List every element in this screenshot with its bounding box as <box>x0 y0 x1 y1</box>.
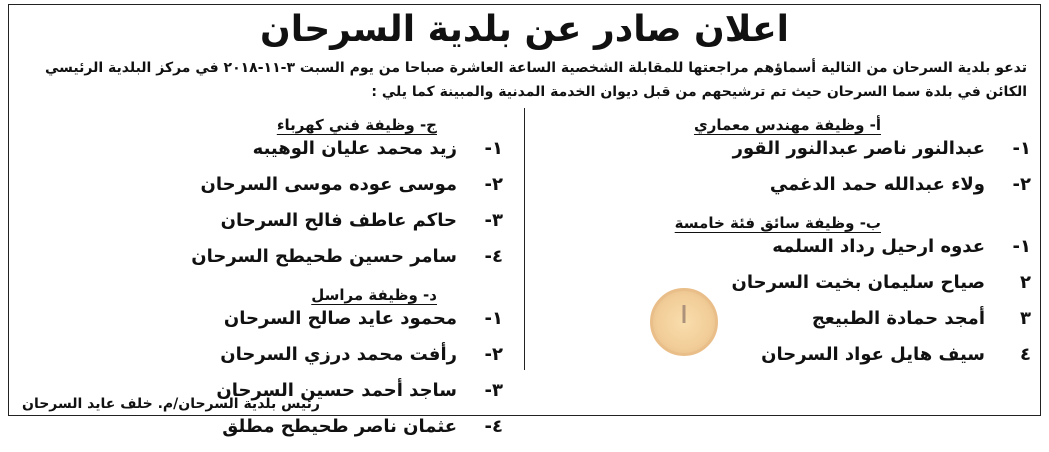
entry-name: ولاء عبدالله حمد الدغمي <box>769 174 985 195</box>
intro-line-2: الكائن في بلدة سما السرحان حيث تم ترشيحهم من قبل ديوان الخدمة المدنية والمبينة كما يلي : <box>371 84 1027 100</box>
section-d-heading: د- وظيفة مراسل <box>311 286 437 304</box>
entry-name: موسى عوده موسى السرحان <box>200 174 457 195</box>
entry-number: ٤ <box>1020 344 1031 365</box>
entry-name: رأفت محمد درزي السرحان <box>220 344 457 365</box>
entry-number: ٣- <box>484 210 503 231</box>
entry-number: ١- <box>1012 138 1031 159</box>
entry-name: عبدالنور ناصر عبدالنور القور <box>732 138 985 159</box>
list-item <box>541 174 1031 210</box>
entry-number: ٢- <box>484 344 503 365</box>
list-item <box>33 246 503 282</box>
entry-name: زيد محمد عليان الوهيبه <box>252 138 457 159</box>
watermark-clock-icon <box>650 288 718 356</box>
entry-number: ٢ <box>1020 272 1031 293</box>
column-divider <box>524 108 525 370</box>
entry-number: ١- <box>1012 236 1031 257</box>
entry-name: ساجد أحمد حسين السرحان <box>216 380 457 401</box>
right-column <box>541 112 1031 380</box>
list-item <box>541 272 1031 308</box>
section-a-heading: أ- وظيفة مهندس معماري <box>693 116 881 134</box>
entry-number: ٤- <box>484 246 503 267</box>
list-item <box>541 138 1031 174</box>
announcement-title: اعلان صادر عن بلدية السرحان <box>259 9 790 50</box>
list-item <box>33 138 503 174</box>
entry-number: ٣ <box>1020 308 1031 329</box>
entry-name: محمود عايد صالح السرحان <box>223 308 457 329</box>
entry-number: ٤- <box>484 416 503 437</box>
entry-number: ٢- <box>484 174 503 195</box>
entry-number: ١- <box>484 138 503 159</box>
list-item <box>541 236 1031 272</box>
entry-number: ١- <box>484 308 503 329</box>
intro-line-1: تدعو بلدية السرحان من التالية أسماؤهم مراجعتها للمقابلة الشخصية الساعة العاشرة صباحا من يوم السبت ٣-١١-٢٠١٨ في مركز البلدية الرئيسي <box>45 60 1027 76</box>
list-item <box>541 308 1031 344</box>
list-item <box>33 174 503 210</box>
entry-name: عثمان ناصر طحيطح مطلق <box>222 416 457 437</box>
entry-number: ٣- <box>484 380 503 401</box>
entry-name: عدوه ارحيل رداد السلمه <box>772 236 985 257</box>
entry-name: حاكم عاطف فالح السرحان <box>220 210 457 231</box>
list-item <box>33 210 503 246</box>
entry-name: سيف هايل عواد السرحان <box>761 344 985 365</box>
list-item <box>33 416 503 452</box>
entry-number: ٢- <box>1012 174 1031 195</box>
list-item <box>33 308 503 344</box>
section-b-heading: ب- وظيفة سائق فئة خامسة <box>674 214 881 232</box>
entry-name: سامر حسين طحيطح السرحان <box>191 246 457 267</box>
list-item <box>541 344 1031 380</box>
entry-name: صياح سليمان بخيت السرحان <box>731 272 985 293</box>
entry-name: أمجد حمادة الطبيعج <box>811 308 985 329</box>
intro-paragraph <box>22 56 1027 104</box>
signature-line: رئيس بلدية السرحان/م. خلف عايد السرحان <box>22 396 320 412</box>
section-c-heading: ج- وظيفة فني كهرباء <box>276 116 437 134</box>
list-item <box>33 344 503 380</box>
